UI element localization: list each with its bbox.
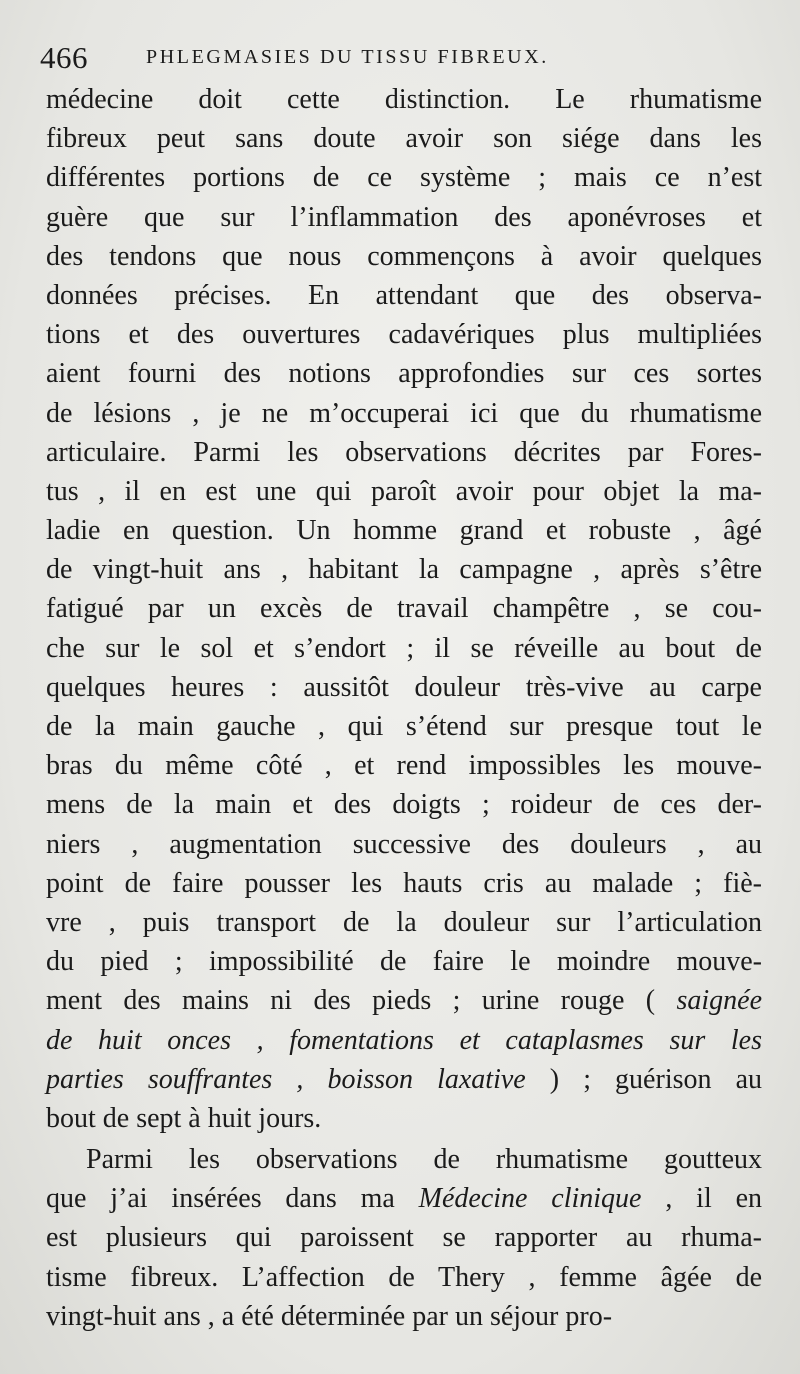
text-segment: vingt-huit ans , a été déterminée par un séjour pro-: [46, 1300, 613, 1332]
text-line: [46, 707, 762, 746]
text-line: [46, 746, 762, 785]
text-line: [46, 394, 762, 433]
text-segment: de lésions , je ne m’occuperai ici que du rhumatisme: [46, 397, 762, 429]
text-segment: est plusieurs qui paroissent se rapporter au rhuma-: [46, 1222, 762, 1254]
text-line: [46, 589, 762, 628]
page-number: 466: [40, 40, 88, 75]
text-line: [46, 354, 762, 393]
text-line: [46, 942, 762, 981]
text-line: [46, 1140, 762, 1179]
text-segment: que j’ai insérées dans ma: [46, 1183, 419, 1215]
text-line: [46, 785, 762, 824]
text-line: [46, 1218, 762, 1257]
text-line: [46, 80, 762, 119]
text-line: [46, 981, 762, 1020]
text-segment: guère que sur l’inflammation des aponévroses et: [46, 201, 762, 233]
paragraph-1: [46, 80, 762, 1138]
text-line: [46, 1258, 762, 1297]
italic-text: de huit onces , fomentations et cataplasmes sur les: [46, 1024, 762, 1056]
italic-text: parties souffrantes , boisson laxative: [46, 1063, 526, 1095]
text-line: [46, 472, 762, 511]
text-segment: bras du même côté , et rend impossibles les mouve-: [46, 750, 762, 782]
text-segment: point de faire pousser les hauts cris au malade ; fiè-: [46, 867, 762, 899]
text-segment: données précises. En attendant que des observa-: [46, 279, 762, 311]
text-segment: fibreux peut sans doute avoir son siége dans les: [46, 123, 762, 155]
text-segment: niers , augmentation successive des douleurs , au: [46, 828, 762, 860]
text-line: [46, 119, 762, 158]
text-line: [46, 550, 762, 589]
text-segment: tisme fibreux. L’affection de Thery , femme âgée de: [46, 1261, 762, 1293]
text-line: [46, 903, 762, 942]
text-segment: , il en: [641, 1183, 762, 1215]
page-header: [40, 38, 760, 78]
text-segment: Parmi les observations de rhumatisme goutteux: [86, 1144, 762, 1176]
text-segment: médecine doit cette distinction. Le rhumatisme: [46, 84, 762, 115]
text-segment: bout de sept à huit jours.: [46, 1102, 322, 1134]
body-text: [46, 80, 762, 1336]
text-segment: che sur le sol et s’endort ; il se réveille au bout de: [46, 632, 762, 664]
text-line: [46, 1060, 762, 1099]
text-line: [46, 198, 762, 237]
text-segment: du pied ; impossibilité de faire le moindre mouve-: [46, 946, 762, 978]
text-segment: tions et des ouvertures cadavériques plus multipliées: [46, 319, 762, 351]
text-line: [46, 276, 762, 315]
italic-text: saignée: [676, 985, 762, 1017]
text-segment: de la main gauche , qui s’étend sur presque tout le: [46, 711, 762, 742]
text-line: [46, 1179, 762, 1218]
text-segment: articulaire. Parmi les observations décrites par Fores-: [46, 436, 762, 468]
text-line: [46, 825, 762, 864]
text-segment: aient fourni des notions approfondies sur ces sortes: [46, 358, 762, 390]
text-line: [46, 433, 762, 472]
text-segment: tus , il en est une qui paroît avoir pour objet la ma-: [46, 475, 762, 507]
text-segment: ) ; guérison au: [525, 1063, 762, 1095]
text-line: [46, 511, 762, 550]
text-line: [46, 1297, 762, 1336]
text-line: [46, 668, 762, 707]
text-line: [46, 1021, 762, 1060]
italic-text: Médecine clinique: [418, 1183, 642, 1215]
text-line: [46, 158, 762, 197]
text-segment: vre , puis transport de la douleur sur l’articulation: [46, 906, 762, 938]
paragraph-2: [46, 1140, 762, 1336]
text-line: [46, 315, 762, 354]
text-segment: quelques heures : aussitôt douleur très-vive au carpe: [46, 671, 762, 703]
text-segment: mens de la main et des doigts ; roideur de ces der-: [46, 789, 762, 821]
running-title: PHLEGMASIES DU TISSU FIBREUX.: [146, 46, 549, 68]
text-line: [46, 629, 762, 668]
text-line: [46, 237, 762, 276]
text-segment: des tendons que nous commençons à avoir quelques: [46, 240, 762, 272]
text-segment: ment des mains ni des pieds ; urine rouge (: [46, 985, 677, 1017]
text-line: [46, 864, 762, 903]
text-segment: fatigué par un excès de travail champêtre , se cou-: [46, 593, 762, 625]
text-segment: différentes portions de ce système ; mais ce n’est: [46, 162, 762, 194]
text-segment: ladie en question. Un homme grand et robuste , âgé: [46, 515, 762, 547]
text-line: [46, 1099, 762, 1138]
text-segment: de vingt-huit ans , habitant la campagne , après s’être: [46, 554, 762, 586]
